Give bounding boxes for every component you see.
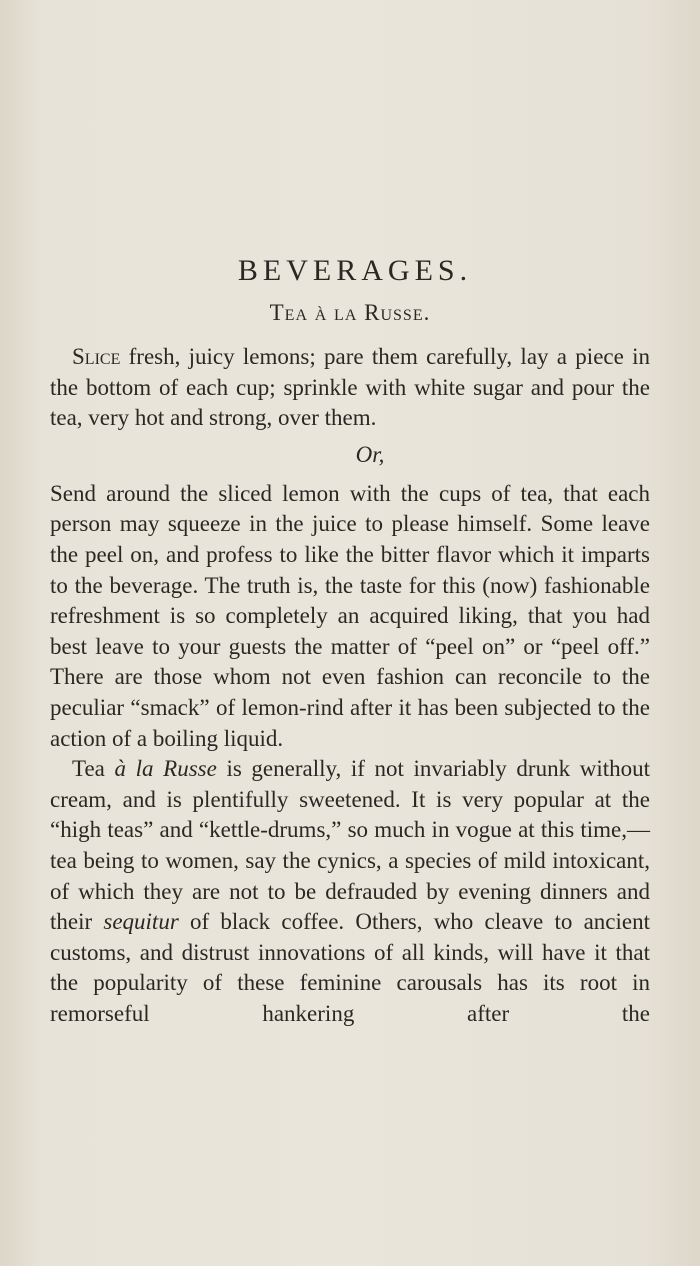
paragraph-3-part-3: of black coffee. Others, who cleave to ancient customs, and distrust innovations of all kinds, will have it that the popularity of these feminine carousals has its root in remorseful hankering after the [50,909,650,1026]
recipe-paragraph-1 [50,342,650,434]
book-page [50,252,650,1029]
section-heading: BEVERAGES. [237,254,473,287]
recipe-paragraph-3 [50,754,650,1029]
recipe-paragraph-1-text: fresh, juicy lemons; pare them carefully, lay a piece in the bottom of each cup; sprinkle with white sugar and pour the tea, very hot and strong, over them. [50,344,650,431]
alternative-label: Or, [355,441,385,467]
paragraph-3-part-2: is generally, if not invariably drunk without cream, and is plentifully sweetened. It is very popular at the “high teas” and “kettle-drums,” so much in vogue at this time,—tea being to women, say the cynics, a species of mild intoxicant, of which they are not to be defrauded by evening dinners and their [50,756,650,935]
paragraph-3-italic-1: à la Russe [114,756,217,782]
recipe-title: Tea à la Russe. [269,300,431,325]
paragraph-3-part-1: Tea [72,756,115,782]
paragraph-3-italic-2: sequitur [103,909,179,935]
recipe-paragraph-2: Send around the sliced lemon with the cups of tea, that each person may squeeze in the juice to please himself. Some leave the peel on, and profess to like the bitter flavor which it imparts to the beverage. The truth is, the taste for this (now) fashionable refreshment is so completely an acquired liking, that you had best leave to your guests the matter of “peel on” or “peel off.” There are those whom not even fashion can reconcile to the peculiar “smack” of lemon-rind after it has been subjected to the action of a boiling liquid. [50,480,650,751]
lead-word: Slice [72,344,121,369]
